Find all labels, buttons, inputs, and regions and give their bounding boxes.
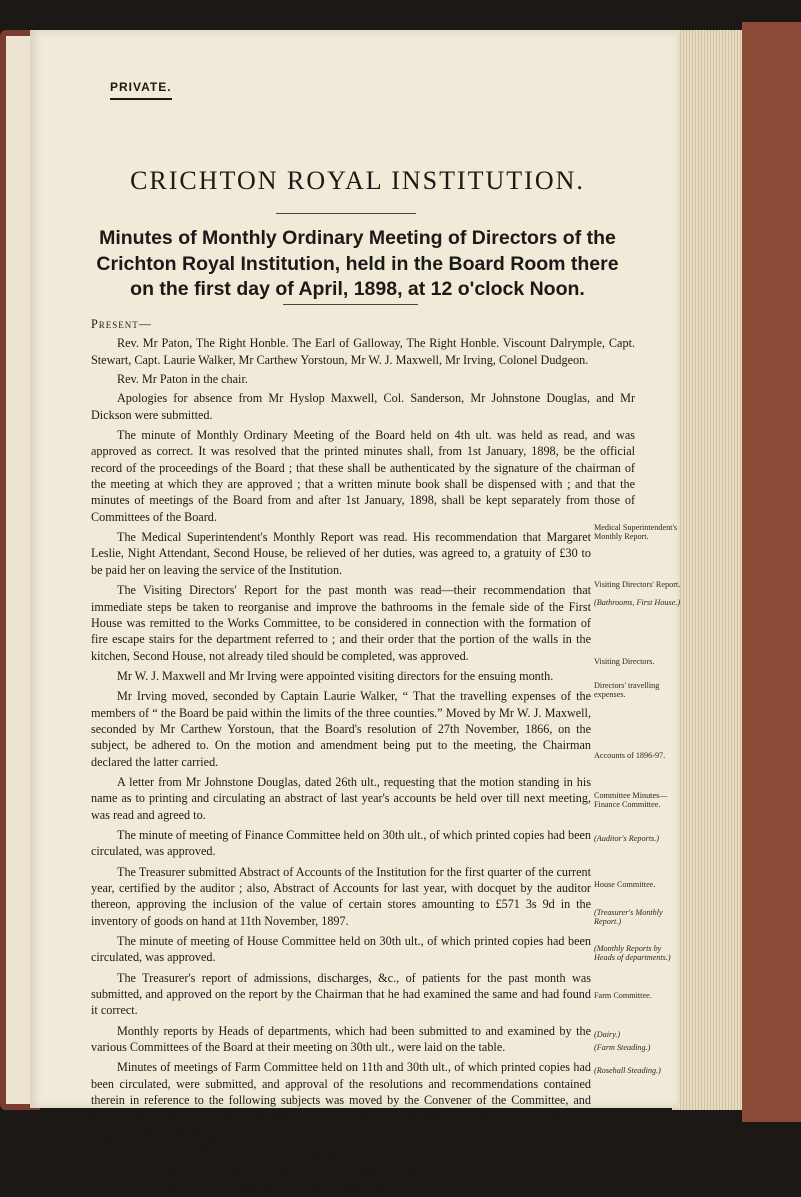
paragraph-monthly-reports: Monthly reports by Heads of departments, which had been submitted to and examined by the various Committees of the Board at their meeting on 30th ult., were laid on the table. xyxy=(91,1023,591,1055)
reports-list xyxy=(157,1145,635,1196)
margin-note: Medical Superintendent's Monthly Report. xyxy=(594,523,678,542)
paragraph-treasurer-report: The Treasurer's report of admissions, discharges, &c., of patients for the past month was submitted, and approved on the report by the Chairman that he had examined the same and had found it correct. xyxy=(91,970,591,1018)
paragraph-medical-report: The Medical Superintendent's Monthly Report was read. His recommendation that Margaret Leslie, Night Attendant, Second House, be relieved of her duties, was agreed to, a gratuity of £30 to be paid her on leaving the service of the Institution. xyxy=(91,530,591,577)
margin-note: Visiting Directors' Report. xyxy=(594,580,681,589)
list-item: Do. on alterations on old Steading, Rosehall. xyxy=(157,1180,381,1195)
meeting-heading: Minutes of Monthly Ordinary Meeting of Directors of the Crichton Royal Institution, held in the Board Room there on the first day of April, 1898, at 12 o'clock Noon. xyxy=(96,227,619,301)
margin-note: Visiting Directors. xyxy=(594,657,655,666)
list-item: Report as to fitting up of Dairy. xyxy=(183,1146,337,1161)
institution-title: CRICHTON ROYAL INSTITUTION. xyxy=(130,166,585,195)
minutes-body xyxy=(91,316,635,1197)
paragraph-treasurer-abstract: The Treasurer submitted Abstract of Accounts of the Institution for the first quarter of the current year, certified by the auditor ; also, Abstract of Accounts for last year, with docquet by the auditor thereon, approving the inclusion of the value of certain stores amounting to £571 3s 9d in the inventory of goods on hand at 11th November, 1897. xyxy=(91,864,591,928)
paragraph-farm-committee: Minutes of meetings of Farm Committee held on 11th and 30th ult., of which printed copies had been circulated, were submitted, and approval of the resolutions and recommendations contained therein in reference to the following subjects was moved by the Convener of the Committee, and agreed to, with power to the Committee to attend to the carrying out of the improvements recommended so far as not already done :— xyxy=(91,1060,591,1140)
margin-note: (Auditor's Reports.) xyxy=(594,834,659,843)
margin-note: (Dairy.) xyxy=(594,1030,621,1039)
title-rule xyxy=(276,213,416,214)
margin-note: (Treasurer's Monthly Report.) xyxy=(594,908,663,927)
heading-rule xyxy=(283,304,418,305)
paragraph-previous-minute: The minute of Monthly Ordinary Meeting of the Board held on 4th ult. was held as read, and was approved as correct. It was resolved that the printed minutes shall, from 1st January, 1898, be the official record of the proceedings of the Board ; that these shall be authenticated by the signature of the chairman of the meeting at which they are approved ; that a written minute book shall be dispensed with ; and that the minutes of meetings of the Board from and after 1st January, 1898, shall be kept separately from those of Committees of the Board. xyxy=(91,428,635,524)
margin-note: (Rosehall Steading.) xyxy=(594,1066,661,1075)
present-label: Present— xyxy=(91,317,152,331)
margin-note: (Farm Steading.) xyxy=(594,1043,651,1052)
margin-note: Committee Minutes—Finance Committee. xyxy=(594,791,668,810)
page-stack xyxy=(672,30,750,1110)
chair-note: Rev. Mr Paton in the chair. xyxy=(117,372,248,387)
paragraph-finance-committee: The minute of meeting of Finance Committee held on 30th ult., of which printed copies had been circulated, was approved. xyxy=(91,827,591,859)
book-spine xyxy=(742,22,801,1122)
margin-note: Accounts of 1896-97. xyxy=(594,751,666,760)
paragraph-letter: A letter from Mr Johnstone Douglas, dated 26th ult., requesting that the motion standing in his name as to printing and circulating an abstract of last year's accounts be held over till next meeting, was read and agreed to. xyxy=(91,774,591,822)
attendees: Rev. Mr Paton, The Right Honble. The Earl of Galloway, The Right Honble. Viscount Dalrymple, Capt. Stewart, Capt. Laurie Walker, Mr Carthew Yorstoun, Mr W. J. Maxwell, Mr Irving, Colonel Dudgeon. xyxy=(91,336,635,367)
paragraph-visiting-report: The Visiting Directors' Report for the past month was read—their recommendation that immediate steps be taken to reorganise and improve the bathrooms in the female side of the First House was remitted to the Works Committee, to be considered in connection with the formation of fire escape stairs for the department referred to ; and their order that the portion of the walls in the kitchen, Second House, not already tiled should be completed, was approved. xyxy=(91,583,591,663)
margin-note: (Bathrooms, First House.) xyxy=(594,598,681,607)
paragraph-travelling-expenses: Mr Irving moved, seconded by Captain Laurie Walker, “ That the travelling expenses of the members of “ the Board be paid within the limits of the three counties.” Moved by Mr W. J. Maxwell, seconded by Mr Carthew Yorstoun, that the Board's resolution of 27th November, 1866, on the subject, be adhered to. On the motion and amendment being put to the meeting, the Chairman declared the latter carried. xyxy=(91,689,591,769)
paragraph-apologies: Apologies for absence from Mr Hyslop Maxwell, Col. Sanderson, Mr Johnstone Douglas, and Mr Dickson were submitted. xyxy=(91,391,635,422)
margin-note: House Committee. xyxy=(594,880,656,889)
margin-note: (Monthly Reports by Heads of departments.) xyxy=(594,944,671,963)
margin-note: Farm Committee. xyxy=(594,991,652,1000)
private-label: PRIVATE. xyxy=(110,80,172,100)
paragraph-house-committee: The minute of meeting of House Committee held on 30th ult., of which printed copies had been circulated, was approved. xyxy=(91,934,591,965)
margin-note: Directors' travelling expenses. xyxy=(594,681,660,700)
list-item: Do. on sundry improvements at new Steading and on Farm. xyxy=(157,1163,453,1178)
paragraph-visiting-directors: Mr W. J. Maxwell and Mr Irving were appointed visiting directors for the ensuing month. xyxy=(117,668,554,683)
